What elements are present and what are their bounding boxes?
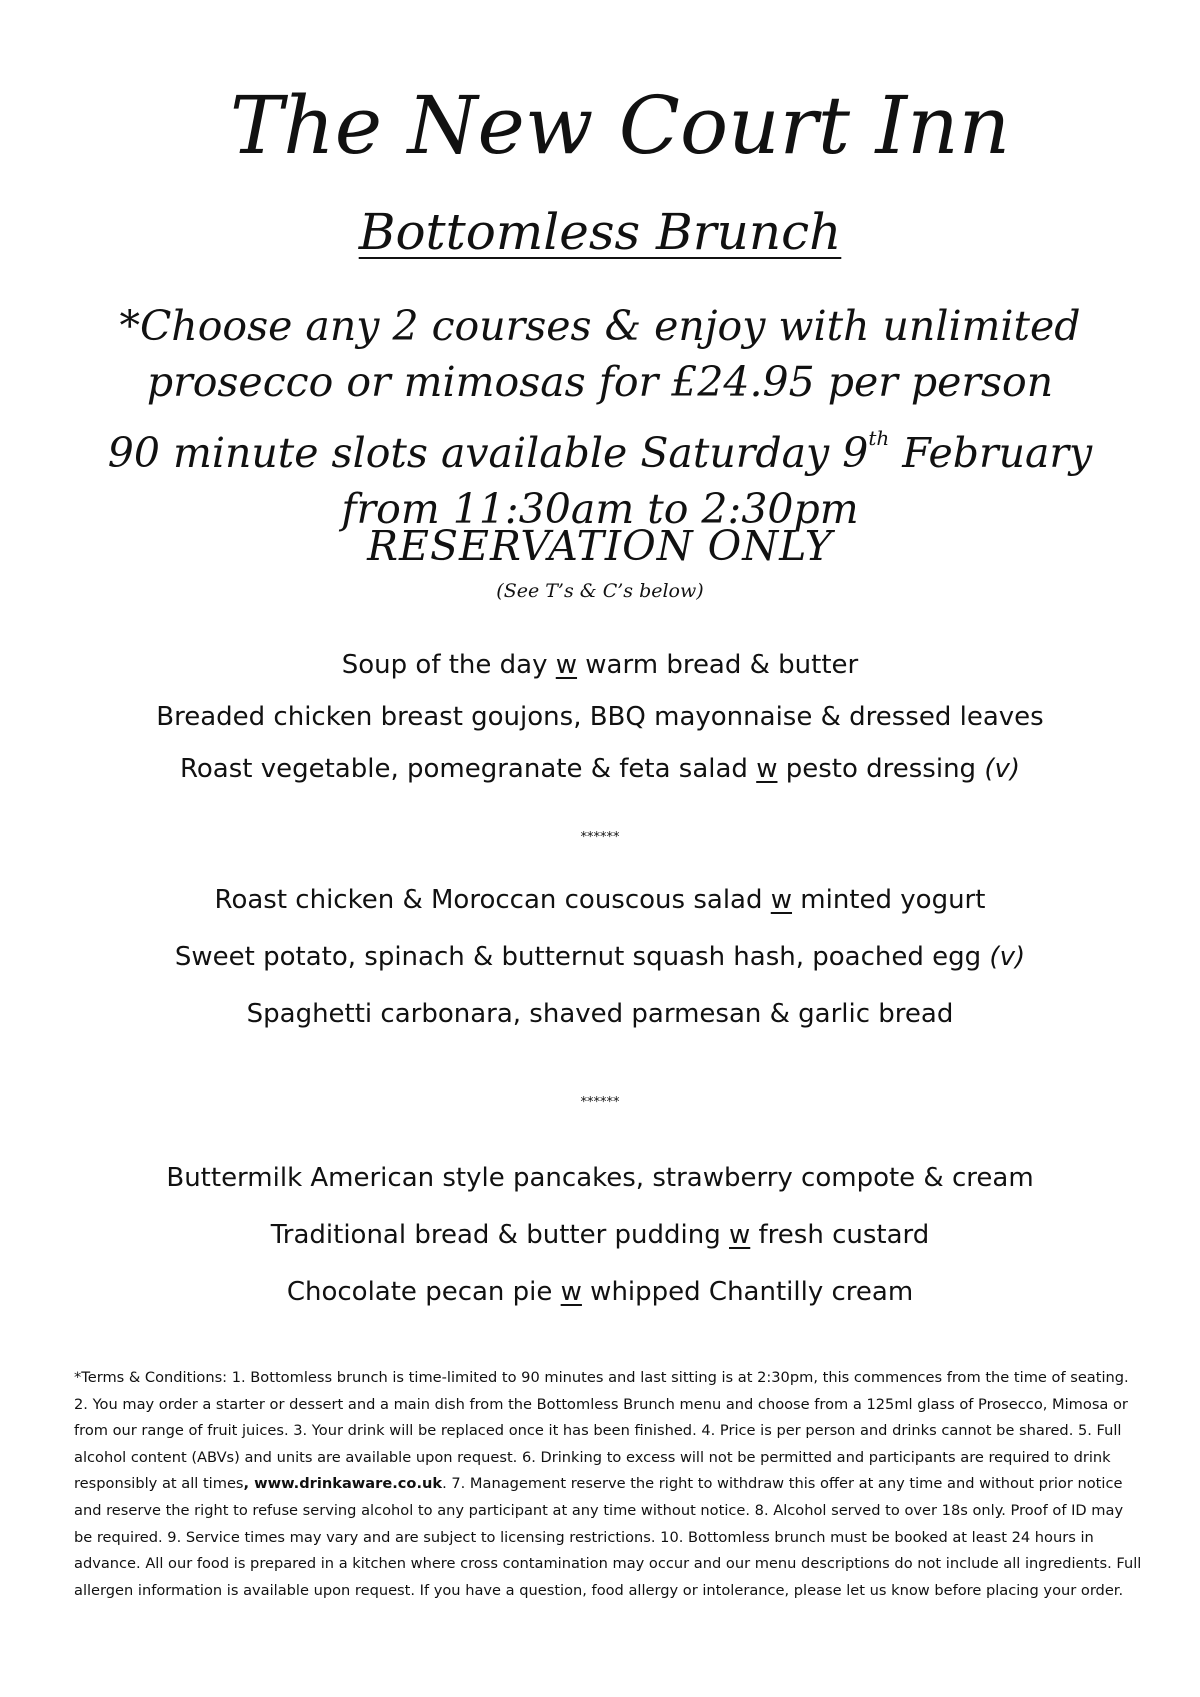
with-abbrev: w — [729, 1220, 751, 1250]
promo-line-3 — [0, 410, 1200, 481]
with-abbrev: w — [560, 1277, 582, 1307]
promo-line-3-month: February — [889, 429, 1093, 477]
menu-item-text: minted yogurt — [792, 885, 986, 915]
menu-item — [0, 999, 1200, 1029]
promo-line-1: *Choose any 2 courses & enjoy with unlimited — [119, 302, 1081, 350]
venue-title: The New Court Inn — [229, 79, 1011, 172]
promo-line-2: prosecco or mimosas for £24.95 per person — [146, 358, 1054, 406]
promo-text — [0, 298, 1200, 537]
menu-item — [0, 650, 1200, 680]
terms-text: . 7. Management reserve the right to withdraw this offer at any time and without prior notice and reserve the right to refuse serving alcohol to any participant at any time without notice. 8. Alcohol served to over 18s only. Proof of ID may be required. 9. Service times may vary and are subject to licensing restrictions. 10. Bottomless brunch must be booked at least 24 hours in advance. All our food is prepared in a kitchen where cross contamination may occur and our menu descriptions do not include all ingredients. Full allergen information is available upon request. If you have a question, food allergy or intolerance, please let us know before placing your order. — [74, 1475, 1142, 1599]
menu-item — [0, 942, 1200, 972]
menu-item-text: Chocolate pecan pie — [286, 1277, 561, 1307]
menu-subtitle: Bottomless Brunch — [358, 203, 842, 261]
menu-item-text: Spaghetti carbonara, shaved parmesan & garlic bread — [246, 999, 954, 1029]
menu-item — [0, 1163, 1200, 1193]
menu-item-text: Roast vegetable, pomegranate & feta salad — [179, 754, 757, 784]
promo-line-4: from 11:30am to 2:30pm — [341, 485, 859, 533]
menu-item — [0, 1277, 1200, 1307]
menu-item — [0, 702, 1200, 732]
see-terms-note: (See T’s & C’s below) — [496, 580, 704, 602]
menu-item-text: fresh custard — [750, 1220, 930, 1250]
promo-line-3-main: 90 minute slots available Saturday 9 — [107, 429, 869, 477]
course-separator: ****** — [580, 830, 620, 845]
menu-item-text: Soup of the day — [341, 650, 556, 680]
menu-item-text: Buttermilk American style pancakes, strawberry compote & cream — [166, 1163, 1034, 1193]
drinkaware-link[interactable]: , www.drinkaware.co.uk — [243, 1475, 443, 1493]
promo-line-3-ordinal: th — [868, 426, 890, 450]
menu-item — [0, 885, 1200, 915]
vegetarian-tag: (v) — [984, 754, 1021, 784]
course-separator: ****** — [580, 1095, 620, 1110]
terms-and-conditions — [74, 1365, 1144, 1604]
menu-item-text: Traditional bread & butter pudding — [270, 1220, 729, 1250]
menu-item-text: Roast chicken & Moroccan couscous salad — [214, 885, 771, 915]
menu-item-text: warm bread & butter — [577, 650, 859, 680]
menu-item-text: whipped Chantilly cream — [581, 1277, 914, 1307]
menu-item — [0, 1220, 1200, 1250]
menu-item — [0, 754, 1200, 784]
menu-item-text: pesto dressing — [777, 754, 985, 784]
reservation-notice: RESERVATION ONLY — [367, 522, 833, 570]
with-abbrev: w — [555, 650, 578, 680]
terms-text: *Terms & Conditions: 1. Bottomless brunch is time-limited to 90 minutes and last sitting is at 2:30pm, this commences from the time of seating. 2. You may order a starter or dessert and a main dish from the Bottomless Brunch menu and choose from a 125ml glass of Prosecco, Mimosa or from our range of fruit juices. 3. Your drink will be replaced once it has been finished. 4. Price is per person and drinks cannot be shared. 5. Full alcohol content (ABVs) and units are available upon request. 6. Drinking to excess will not be permitted and participants are required to drink responsibly at all times — [74, 1369, 1129, 1493]
menu-item-text: Breaded chicken breast goujons, BBQ mayonnaise & dressed leaves — [156, 702, 1044, 732]
with-abbrev: w — [756, 754, 778, 784]
vegetarian-tag: (v) — [989, 942, 1026, 972]
with-abbrev: w — [770, 885, 793, 915]
menu-item-text: Sweet potato, spinach & butternut squash hash, poached egg — [174, 942, 990, 972]
